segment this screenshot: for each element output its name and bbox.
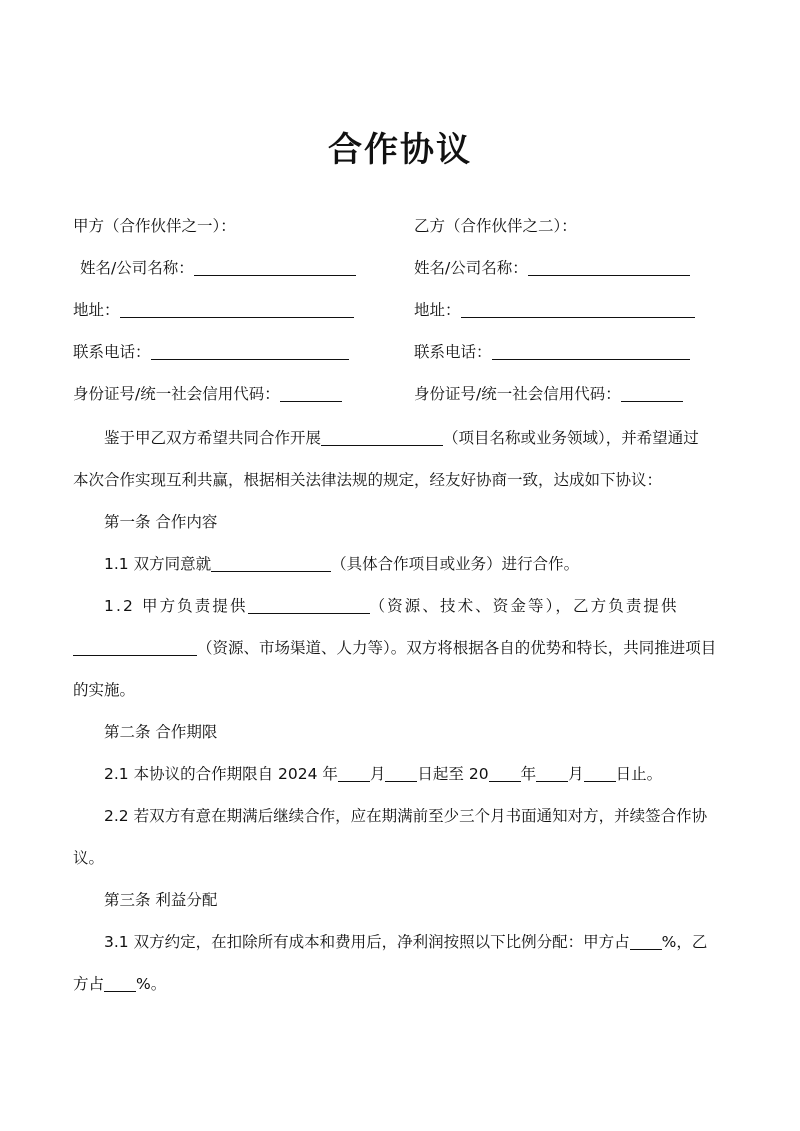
party-a-phone-label: 联系电话：	[73, 343, 151, 361]
party-a-phone-blank[interactable]	[151, 343, 349, 360]
clause-1-1-text-b: （具体合作项目或业务）进行合作。	[331, 555, 580, 573]
clause-3-1-text-b: %，乙	[661, 933, 708, 951]
clause-2-1-text-a: 2.1 本协议的合作期限自 2024 年	[104, 765, 338, 783]
party-a-address-blank[interactable]	[120, 301, 354, 318]
end-month-blank[interactable]	[536, 765, 568, 782]
preamble-text-a: 鉴于甲乙双方希望共同合作开展	[104, 429, 322, 447]
party-b-id-label: 身份证号/统一社会信用代码：	[414, 385, 621, 403]
party-a-name-row	[80, 258, 356, 278]
clause-1-2-party-a-blank[interactable]	[248, 597, 370, 614]
clause-1-2-text-b: （资源、技术、资金等），乙方负责提供	[369, 597, 679, 615]
start-day-blank[interactable]	[385, 765, 417, 782]
clause-1-2-text-a: 1.2 甲方负责提供	[104, 597, 248, 615]
clause-1-1-text-a: 1.1 双方同意就	[104, 555, 212, 573]
preamble-line-1	[104, 428, 699, 448]
article-2-heading: 第二条 合作期限	[104, 723, 218, 741]
article-3-heading: 第三条 利益分配	[104, 891, 218, 909]
party-b-id-blank[interactable]	[621, 385, 683, 402]
clause-3-1-line-1	[104, 932, 707, 952]
clause-1-2-line-2	[73, 638, 716, 658]
party-a-phone-row	[73, 342, 349, 362]
clause-1-1-blank[interactable]	[211, 555, 331, 572]
party-b-address-row	[414, 300, 695, 320]
clause-2-2-line-1: 2.2 若双方有意在期满后继续合作，应在期满前至少三个月书面通知对方，并续签合作协	[104, 807, 708, 825]
party-b-address-blank[interactable]	[461, 301, 695, 318]
party-a-share-blank[interactable]	[630, 933, 662, 950]
start-month-blank[interactable]	[338, 765, 370, 782]
clause-3-1-line-2	[73, 974, 166, 994]
party-a-name-label: 姓名/公司名称：	[80, 259, 194, 277]
clause-3-1-text-a: 3.1 双方约定，在扣除所有成本和费用后，净利润按照以下比例分配：甲方占	[104, 933, 630, 951]
party-a-id-row	[73, 384, 342, 404]
party-b-phone-label: 联系电话：	[414, 343, 492, 361]
party-a-address-label: 地址：	[73, 301, 120, 319]
clause-2-1	[104, 764, 662, 784]
clause-1-2-text-c: （资源、市场渠道、人力等）。双方将根据各自的优势和特长，共同推进项目	[197, 639, 717, 657]
party-b-name-label: 姓名/公司名称：	[414, 259, 528, 277]
party-b-name-blank[interactable]	[528, 259, 690, 276]
end-day-blank[interactable]	[584, 765, 616, 782]
clause-1-2-line-1	[104, 596, 728, 616]
party-b-heading: 乙方（合作伙伴之二）：	[414, 217, 577, 235]
article-1-heading: 第一条 合作内容	[104, 513, 218, 531]
clause-1-1	[104, 554, 579, 574]
end-year-blank[interactable]	[489, 765, 521, 782]
party-b-id-row	[414, 384, 683, 404]
preamble-text-b: （项目名称或业务领域），并希望通过	[443, 429, 699, 447]
party-a-name-blank[interactable]	[194, 259, 356, 276]
party-a-id-label: 身份证号/统一社会信用代码：	[73, 385, 280, 403]
party-a-heading: 甲方（合作伙伴之一）：	[73, 217, 236, 235]
clause-3-1-text-c: 方占	[73, 975, 105, 993]
party-a-id-blank[interactable]	[280, 385, 342, 402]
clause-3-1-text-d: %。	[136, 975, 167, 993]
clause-2-1-text-b: 月	[369, 765, 386, 783]
clause-2-1-text-f: 日止。	[615, 765, 663, 783]
party-b-address-label: 地址：	[414, 301, 461, 319]
party-b-share-blank[interactable]	[104, 975, 136, 992]
clause-2-1-text-e: 月	[568, 765, 584, 783]
clause-2-1-text-c: 日起至 20	[417, 765, 489, 783]
document-title: 合作协议	[328, 130, 472, 170]
clause-1-2-line-3: 的实施。	[73, 681, 136, 699]
clause-1-2-party-b-blank[interactable]	[73, 639, 197, 656]
preamble-line-2: 本次合作实现互利共赢，根据相关法律法规的规定，经友好协商一致，达成如下协议：	[73, 471, 663, 489]
party-a-address-row	[73, 300, 354, 320]
party-b-name-row	[414, 258, 690, 278]
clause-2-2-line-2: 议。	[73, 849, 105, 867]
party-b-phone-row	[414, 342, 690, 362]
project-name-blank[interactable]	[321, 429, 443, 446]
party-b-phone-blank[interactable]	[492, 343, 690, 360]
clause-2-1-text-d: 年	[520, 765, 537, 783]
